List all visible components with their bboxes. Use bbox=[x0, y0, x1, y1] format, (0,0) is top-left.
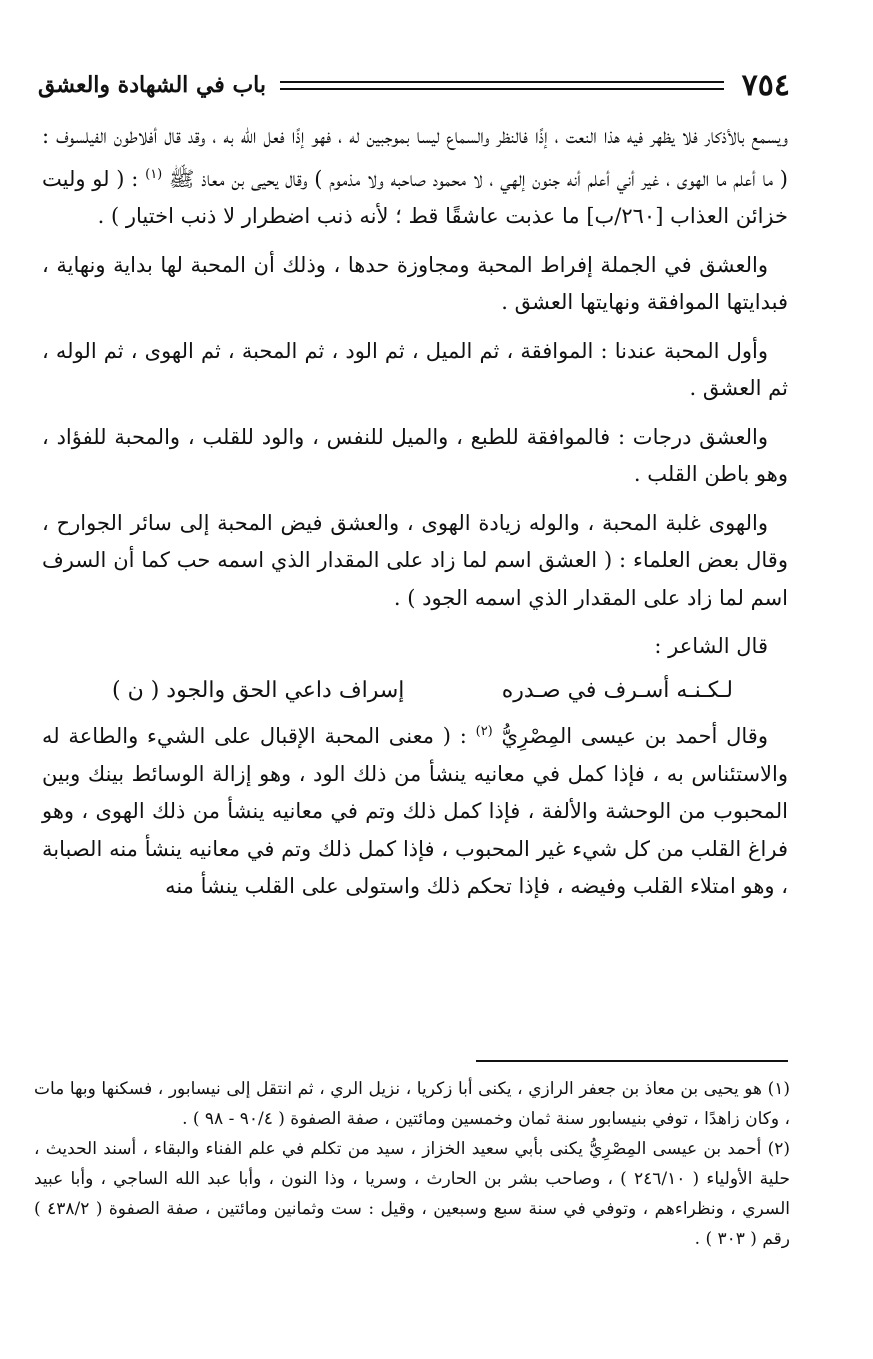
paragraph-5: والهوى غلبة المحبة ، والوله زيادة الهوى ، والعشق فيض المحبة إلى سائر الجوارح ، وقال بعض العلماء : ( العشق اسم لما زاد على المقدار الذي اسمه حب كما أن السرف اسم لما زاد على المقدار الذي اسمه الجود ) . bbox=[42, 510, 788, 610]
footnote-ref-1: (١) bbox=[145, 166, 163, 182]
paragraph-2: والعشق في الجملة إفراط المحبة ومجاوزة حدها ، وذلك أن المحبة لها بداية ونهاية ، فبدايتها الموافقة ونهايتها العشق . bbox=[42, 252, 788, 314]
page-number: ٧٥٤ bbox=[741, 67, 790, 103]
footnote-separator bbox=[476, 1060, 788, 1062]
paragraph-7-start: وقال أحمد بن عيسى المِصْرِيُّ bbox=[501, 724, 768, 748]
verse-first-hemistich: لـكـنـه أسـرف في صـدره bbox=[501, 677, 733, 703]
footnote-2: (٢) أحمد بن عيسى المِصْرِيُّ يكنى بأبي سعيد الخزاز ، سيد من تكلم في علم الفناء والبقاء ، أسند الحديث ، حلية الأولياء ( ٢٤٦/١٠ ) ، وصاحب بشر بن الحارث ، وسريا ، وذا النون ، وأبا عبد الله الساجي ، وأبا عبيد السري ، ونظراءهم ، وتوفي في سنة سبع وسبعين ، وقيل : ست وثمانين ومائتين ، صفة الصفوة ( ٤٣٨/٢ ) رقم ( ٣٠٣ ) . bbox=[34, 1139, 791, 1249]
paragraph-1-tail: : ( لو وليت خزائن العذاب [٢٦٠/ب] ما عذبت عاشقًا قط ؛ لأنه ذنب اضطرار لا ذنب اختيار ) . bbox=[42, 166, 788, 228]
main-text bbox=[42, 118, 788, 917]
poem-verse bbox=[42, 672, 788, 710]
footnotes bbox=[34, 1074, 790, 1254]
footnote-ref-2: (٢) bbox=[475, 724, 493, 739]
footnote-1: (١) هو يحيى بن معاذ بن جعفر الرازي ، يكنى أبا زكريا ، نزيل الري ، ثم انتقل إلى نيسابور ، فسكنها وبها مات ، وكان زاهدًا ، توفي بنيسابور سنة ثمان وخمسين ومائتين ، صفة الصفوة ( ٩٠/٤ - ٩٨ ) . bbox=[34, 1079, 790, 1129]
paragraph-7 bbox=[42, 713, 788, 906]
paragraph-3: وأول المحبة عندنا : الموافقة ، ثم الميل ، ثم الود ، ثم المحبة ، ثم الهوى ، ثم الوله ، ثم العشق . bbox=[42, 338, 788, 400]
running-title: باب في الشهادة والعشق bbox=[38, 72, 267, 98]
paragraph-7-rest: : ( معنى المحبة الإقبال على الشيء والطاعة له والاستئناس به ، فإذا كمل في معانيه ينشأ من ذلك الود ، وهو إزالة الوسائط بينك وبين المحبوب من الوحشة والألفة ، فإذا كمل ذلك وتم في معانيه ينشأ من ذلك الهوى ، وهو فراغ القلب من كل شيء غير المحبوب ، فإذا كمل ذلك وتم في معانيه ينشأ منه الصبابة ، وهو امتلاء القلب وفيضه ، فإذا تحكم ذلك واستولى على القلب ينشأ منه bbox=[42, 724, 788, 898]
page-header bbox=[38, 68, 790, 102]
poet-intro: قال الشاعر : bbox=[654, 634, 768, 658]
header-rule bbox=[280, 81, 724, 90]
verse-second-hemistich: إسراف داعي الحق والجود ( ن ) bbox=[112, 677, 405, 703]
paragraph-1-text: ويسمع بالأذكار فلا يظهر فيه هذا النعت ، إذًا فالنظر والسماع ليسا بموجبين له ، فهو إذًا فعل الله به ، وقد قال أفلاطون الفيلسوف : ( ما أعلم ما الهوى ، غير أني أعلم أنه جنون إلهي ، لا محمود صاحبه ولا مذموم ) وقال يحيى بن معاذ ﷺ bbox=[42, 124, 788, 191]
paragraph-4: والعشق درجات : فالموافقة للطبع ، والميل للنفس ، والود للقلب ، والمحبة للفؤاد ، وهو باطن القلب . bbox=[42, 424, 788, 486]
paragraph-1 bbox=[42, 118, 788, 236]
